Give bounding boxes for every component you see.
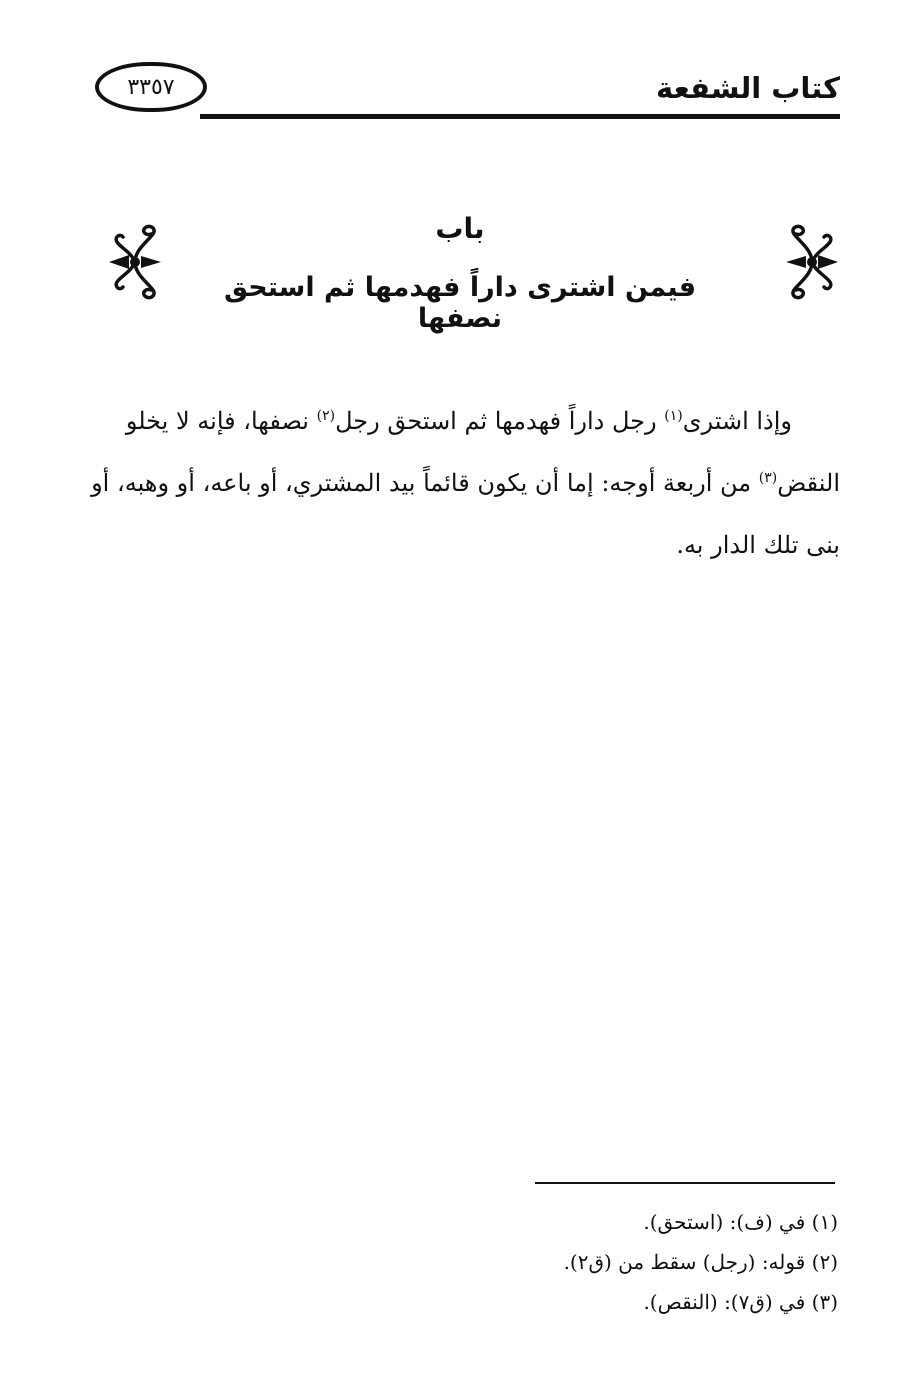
body-text-segment: نصفها، فإنه لا يخلو (125, 407, 317, 435)
body-text-segment: من أربعة أوجه: إما أن يكون قائماً بيد المشتري، أو باعه، أو وهبه، أو (91, 469, 759, 497)
book-title: كتاب الشفعة (656, 71, 840, 105)
body-line (100, 390, 840, 452)
footnotes (338, 1202, 838, 1322)
body-text-segment: النقض (777, 469, 840, 497)
body-text-segment: وإذا اشترى (682, 407, 792, 435)
page-header (95, 60, 840, 122)
chapter-title: فيمن اشترى داراً فهدمها ثم استحق نصفها (223, 272, 697, 334)
chapter-label: باب (435, 212, 485, 245)
footnote-3: (٣) في (ق٧): (النقص). (643, 1290, 838, 1314)
floral-ornament-icon (105, 222, 165, 302)
footnote-ref-2: (٢) (316, 408, 336, 424)
page-number: ٣٣٥٧ (127, 74, 175, 100)
body-paragraph (91, 390, 840, 576)
body-line: بنى تلك الدار به. (676, 531, 840, 559)
floral-ornament-icon (782, 222, 842, 302)
body-line (91, 452, 840, 514)
footnote-separator (535, 1182, 835, 1184)
footnote-ref-1: (١) (664, 408, 683, 424)
page-number-badge (95, 62, 207, 112)
footnote-ref-3: (٣) (758, 470, 778, 486)
footnote-1: (١) في (ف): (استحق). (643, 1210, 838, 1234)
header-rule (200, 114, 840, 119)
body-text-segment: رجل داراً فهدمها ثم استحق رجل (335, 407, 665, 435)
footnote-2: (٢) قوله: (رجل) سقط من (ق٢). (563, 1250, 838, 1274)
